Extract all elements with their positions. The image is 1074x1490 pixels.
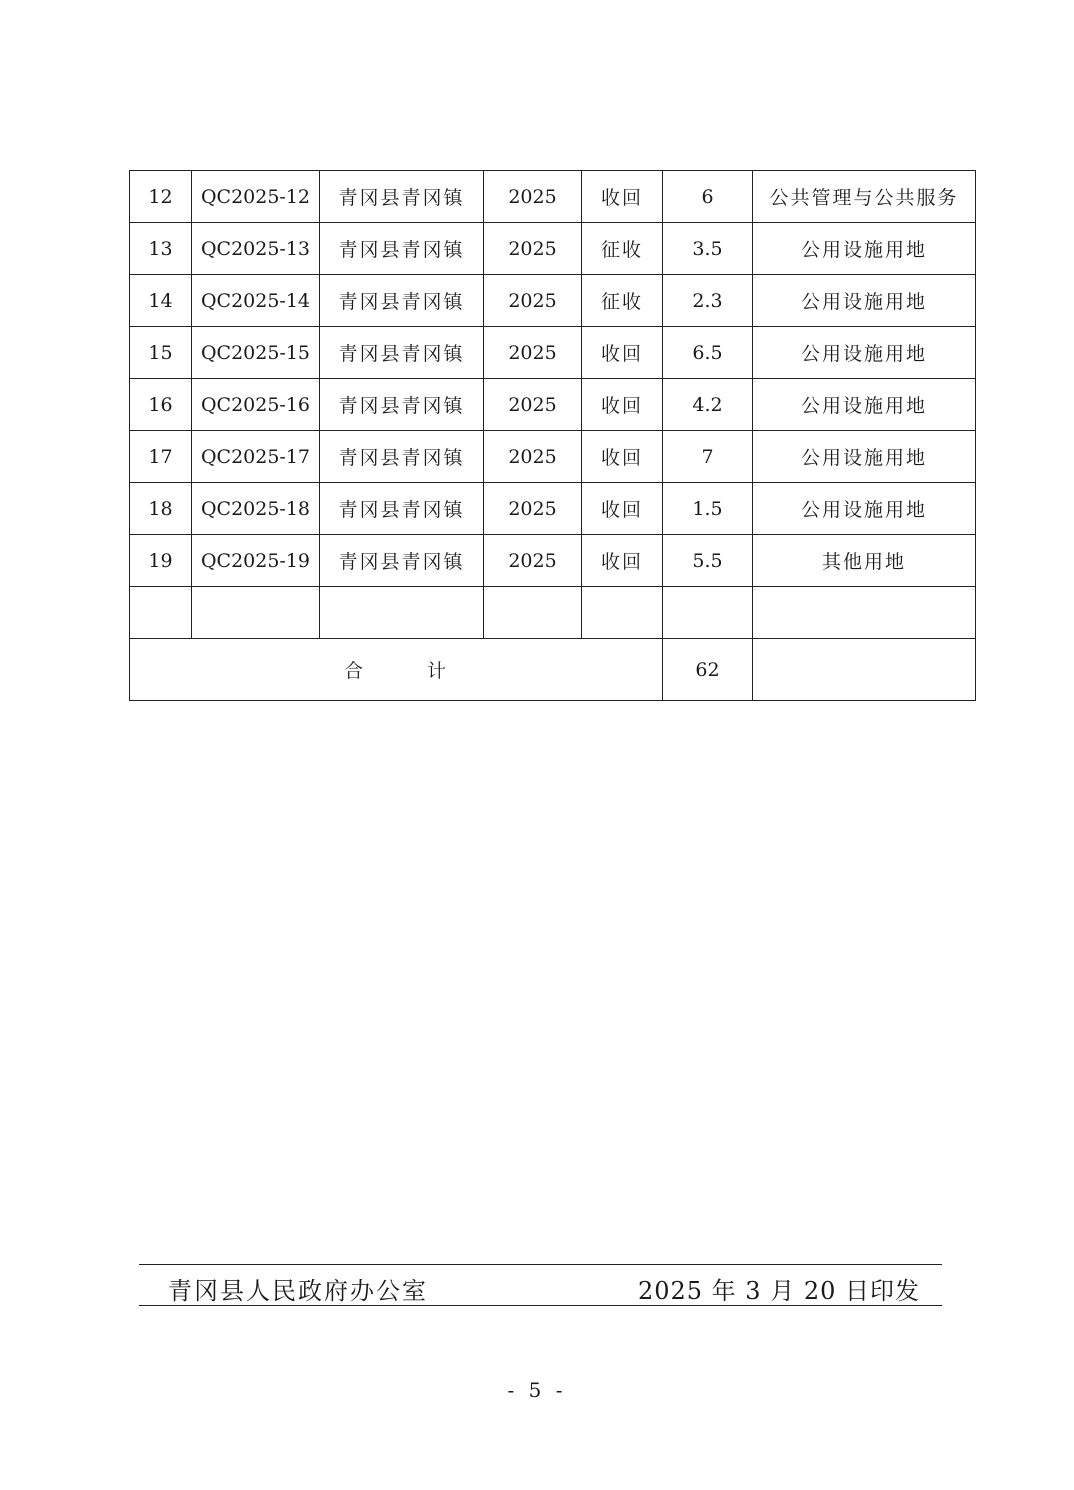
cell-location: 青冈县青冈镇 xyxy=(320,431,484,483)
total-label-left: 合 xyxy=(343,660,365,682)
cell-location: 青冈县青冈镇 xyxy=(320,483,484,535)
table-row xyxy=(130,327,976,379)
cell-year: 2025 xyxy=(484,379,582,431)
cell-plot-code: QC2025-14 xyxy=(192,275,320,327)
table-cell-empty xyxy=(582,587,663,639)
cell-land-use: 公用设施用地 xyxy=(753,275,976,327)
table-cell-empty xyxy=(484,587,582,639)
cell-plot-code: QC2025-15 xyxy=(192,327,320,379)
cell-location: 青冈县青冈镇 xyxy=(320,379,484,431)
cell-method: 收回 xyxy=(582,483,663,535)
cell-area: 3.5 xyxy=(663,223,753,275)
page-number: - 5 - xyxy=(507,1378,567,1402)
cell-land-use: 公用设施用地 xyxy=(753,483,976,535)
table-row xyxy=(130,431,976,483)
table-body xyxy=(130,171,976,701)
cell-method: 收回 xyxy=(582,379,663,431)
cell-number: 12 xyxy=(130,171,192,223)
total-area: 62 xyxy=(663,639,753,701)
cell-land-use: 公用设施用地 xyxy=(753,431,976,483)
cell-number: 14 xyxy=(130,275,192,327)
document-footer xyxy=(139,1264,942,1306)
cell-year: 2025 xyxy=(484,483,582,535)
cell-land-use: 其他用地 xyxy=(753,535,976,587)
cell-area: 2.3 xyxy=(663,275,753,327)
cell-location: 青冈县青冈镇 xyxy=(320,171,484,223)
table-cell-empty xyxy=(192,587,320,639)
table-row xyxy=(130,171,976,223)
cell-area: 7 xyxy=(663,431,753,483)
total-use-empty xyxy=(753,639,976,701)
table-cell-empty xyxy=(320,587,484,639)
cell-method: 征收 xyxy=(582,275,663,327)
table-row xyxy=(130,535,976,587)
cell-year: 2025 xyxy=(484,275,582,327)
cell-method: 收回 xyxy=(582,171,663,223)
cell-number: 19 xyxy=(130,535,192,587)
cell-location: 青冈县青冈镇 xyxy=(320,327,484,379)
cell-method: 征收 xyxy=(582,223,663,275)
cell-area: 5.5 xyxy=(663,535,753,587)
cell-land-use: 公用设施用地 xyxy=(753,327,976,379)
table-cell-empty xyxy=(663,587,753,639)
issuing-organization: 青冈县人民政府办公室 xyxy=(168,1277,428,1305)
cell-location: 青冈县青冈镇 xyxy=(320,275,484,327)
total-label-right: 计 xyxy=(427,660,449,682)
cell-plot-code: QC2025-19 xyxy=(192,535,320,587)
cell-land-use: 公共管理与公共服务 xyxy=(753,171,976,223)
cell-number: 16 xyxy=(130,379,192,431)
cell-location: 青冈县青冈镇 xyxy=(320,535,484,587)
cell-method: 收回 xyxy=(582,431,663,483)
cell-land-use: 公用设施用地 xyxy=(753,223,976,275)
table-row xyxy=(130,483,976,535)
table-cell-empty xyxy=(130,587,192,639)
cell-land-use: 公用设施用地 xyxy=(753,379,976,431)
cell-plot-code: QC2025-16 xyxy=(192,379,320,431)
cell-area: 6 xyxy=(663,171,753,223)
land-plan-table xyxy=(129,170,976,701)
cell-method: 收回 xyxy=(582,327,663,379)
cell-plot-code: QC2025-12 xyxy=(192,171,320,223)
cell-plot-code: QC2025-17 xyxy=(192,431,320,483)
cell-plot-code: QC2025-18 xyxy=(192,483,320,535)
total-label xyxy=(130,639,663,701)
cell-year: 2025 xyxy=(484,431,582,483)
cell-number: 15 xyxy=(130,327,192,379)
cell-number: 18 xyxy=(130,483,192,535)
cell-area: 4.2 xyxy=(663,379,753,431)
cell-method: 收回 xyxy=(582,535,663,587)
cell-area: 6.5 xyxy=(663,327,753,379)
cell-number: 13 xyxy=(130,223,192,275)
cell-year: 2025 xyxy=(484,535,582,587)
table-row xyxy=(130,379,976,431)
cell-year: 2025 xyxy=(484,171,582,223)
table-row-total xyxy=(130,639,976,701)
table-row xyxy=(130,275,976,327)
table-row xyxy=(130,223,976,275)
cell-location: 青冈县青冈镇 xyxy=(320,223,484,275)
table-row-empty xyxy=(130,587,976,639)
cell-plot-code: QC2025-13 xyxy=(192,223,320,275)
cell-area: 1.5 xyxy=(663,483,753,535)
cell-year: 2025 xyxy=(484,223,582,275)
cell-number: 17 xyxy=(130,431,192,483)
table-cell-empty xyxy=(753,587,976,639)
issue-date: 2025 年 3 月 20 日印发 xyxy=(637,1277,920,1305)
cell-year: 2025 xyxy=(484,327,582,379)
